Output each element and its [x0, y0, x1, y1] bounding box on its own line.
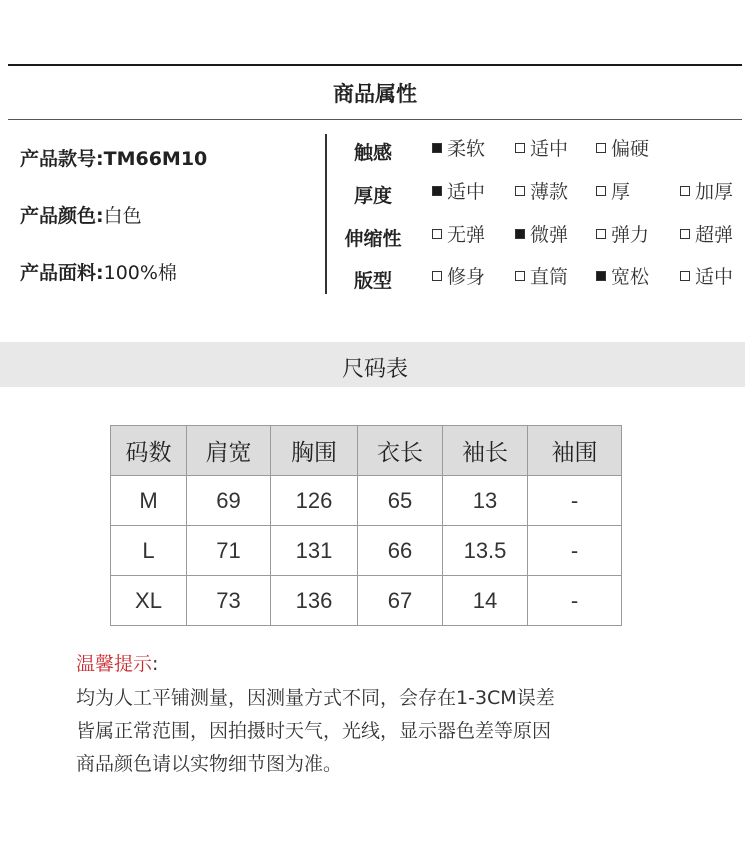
tip-line: 皆属正常范围，因拍摄时天气，光线，显示器色差等原因 — [76, 720, 552, 742]
table-cell: 71 — [187, 526, 271, 576]
checkbox-icon — [596, 271, 606, 281]
option-stretch — [596, 220, 649, 247]
checkbox-icon — [515, 229, 525, 239]
table-cell: 136 — [271, 576, 358, 626]
option-regular — [680, 262, 733, 289]
column-header: 衣长 — [358, 426, 443, 476]
option-thin — [515, 177, 568, 204]
option-label: 适中 — [447, 181, 486, 203]
table-cell: 73 — [187, 576, 271, 626]
attribute-row-stretch — [0, 220, 750, 250]
option-loose — [596, 262, 649, 289]
checkbox-icon — [680, 271, 690, 281]
attributes-title: 商品属性 — [333, 82, 417, 106]
option-label: 宽松 — [611, 266, 650, 288]
option-label: 柔软 — [447, 138, 486, 160]
product-color-label: 产品颜色: — [20, 205, 104, 227]
table-row — [111, 576, 622, 626]
table-cell: M — [111, 476, 187, 526]
option-label: 适中 — [530, 138, 569, 160]
option-label: 加厚 — [695, 181, 734, 203]
option-label: 直筒 — [530, 266, 569, 288]
checkbox-icon — [432, 229, 442, 239]
option-slim — [432, 262, 485, 289]
column-header: 胸围 — [271, 426, 358, 476]
option-label: 适中 — [695, 266, 734, 288]
table-cell: 13 — [443, 476, 528, 526]
column-header: 袖围 — [528, 426, 622, 476]
option-extra-thick — [680, 177, 733, 204]
table-cell: 66 — [358, 526, 443, 576]
table-row — [111, 476, 622, 526]
product-fabric-label: 产品面料: — [20, 262, 104, 284]
option-straight — [515, 262, 568, 289]
attribute-row-thickness — [0, 177, 750, 207]
option-label: 超弹 — [695, 224, 734, 246]
table-header-row — [111, 426, 622, 476]
checkbox-icon — [432, 186, 442, 196]
column-header: 袖长 — [443, 426, 528, 476]
attribute-row-fit — [0, 262, 750, 292]
top-rule — [8, 64, 742, 66]
column-header: 码数 — [111, 426, 187, 476]
option-no-stretch — [432, 220, 485, 247]
table-cell: 13.5 — [443, 526, 528, 576]
table-cell: - — [528, 526, 622, 576]
checkbox-icon — [596, 229, 606, 239]
option-hard — [596, 134, 649, 161]
product-code-label: 产品款号: — [20, 148, 104, 170]
table-cell: 67 — [358, 576, 443, 626]
option-label: 微弹 — [530, 224, 569, 246]
tips-heading — [76, 649, 158, 676]
checkbox-icon — [432, 271, 442, 281]
table-cell: XL — [111, 576, 187, 626]
attribute-label: 版型 — [353, 270, 392, 292]
checkbox-icon — [680, 186, 690, 196]
option-label: 厚 — [611, 181, 631, 203]
option-label: 无弹 — [447, 224, 486, 246]
option-medium — [432, 177, 485, 204]
tip-line: 均为人工平铺测量，因测量方式不同，会存在1-3CM误差 — [76, 687, 555, 709]
table-cell: 65 — [358, 476, 443, 526]
table-cell: 14 — [443, 576, 528, 626]
option-super-stretch — [680, 220, 733, 247]
product-fabric-value: 100%棉 — [103, 262, 177, 284]
title-underline — [8, 119, 742, 120]
checkbox-icon — [596, 186, 606, 196]
table-row — [111, 526, 622, 576]
size-table — [110, 425, 622, 626]
product-code-value: TM66M10 — [103, 148, 208, 170]
tips-colon: : — [152, 653, 159, 675]
option-label: 偏硬 — [611, 138, 650, 160]
tip-line: 商品颜色请以实物细节图为准。 — [76, 753, 343, 775]
product-color-value: 白色 — [103, 205, 142, 227]
option-label: 修身 — [447, 266, 486, 288]
table-cell: - — [528, 576, 622, 626]
option-thick — [596, 177, 630, 204]
checkbox-icon — [515, 143, 525, 153]
option-soft — [432, 134, 485, 161]
option-label: 弹力 — [611, 224, 650, 246]
tips-heading-text: 温馨提示 — [76, 653, 153, 675]
column-header: 肩宽 — [187, 426, 271, 476]
table-cell: - — [528, 476, 622, 526]
option-slight-stretch — [515, 220, 568, 247]
attribute-label: 触感 — [353, 142, 392, 164]
checkbox-icon — [680, 229, 690, 239]
checkbox-icon — [515, 186, 525, 196]
attribute-row-feel — [0, 134, 750, 164]
option-medium — [515, 134, 568, 161]
option-label: 薄款 — [530, 181, 569, 203]
table-cell: 69 — [187, 476, 271, 526]
table-cell: 131 — [271, 526, 358, 576]
attribute-label: 厚度 — [353, 185, 392, 207]
attribute-label: 伸缩性 — [344, 228, 402, 250]
size-chart-title: 尺码表 — [341, 357, 408, 382]
checkbox-icon — [515, 271, 525, 281]
checkbox-icon — [596, 143, 606, 153]
checkbox-icon — [432, 143, 442, 153]
table-cell: L — [111, 526, 187, 576]
table-cell: 126 — [271, 476, 358, 526]
